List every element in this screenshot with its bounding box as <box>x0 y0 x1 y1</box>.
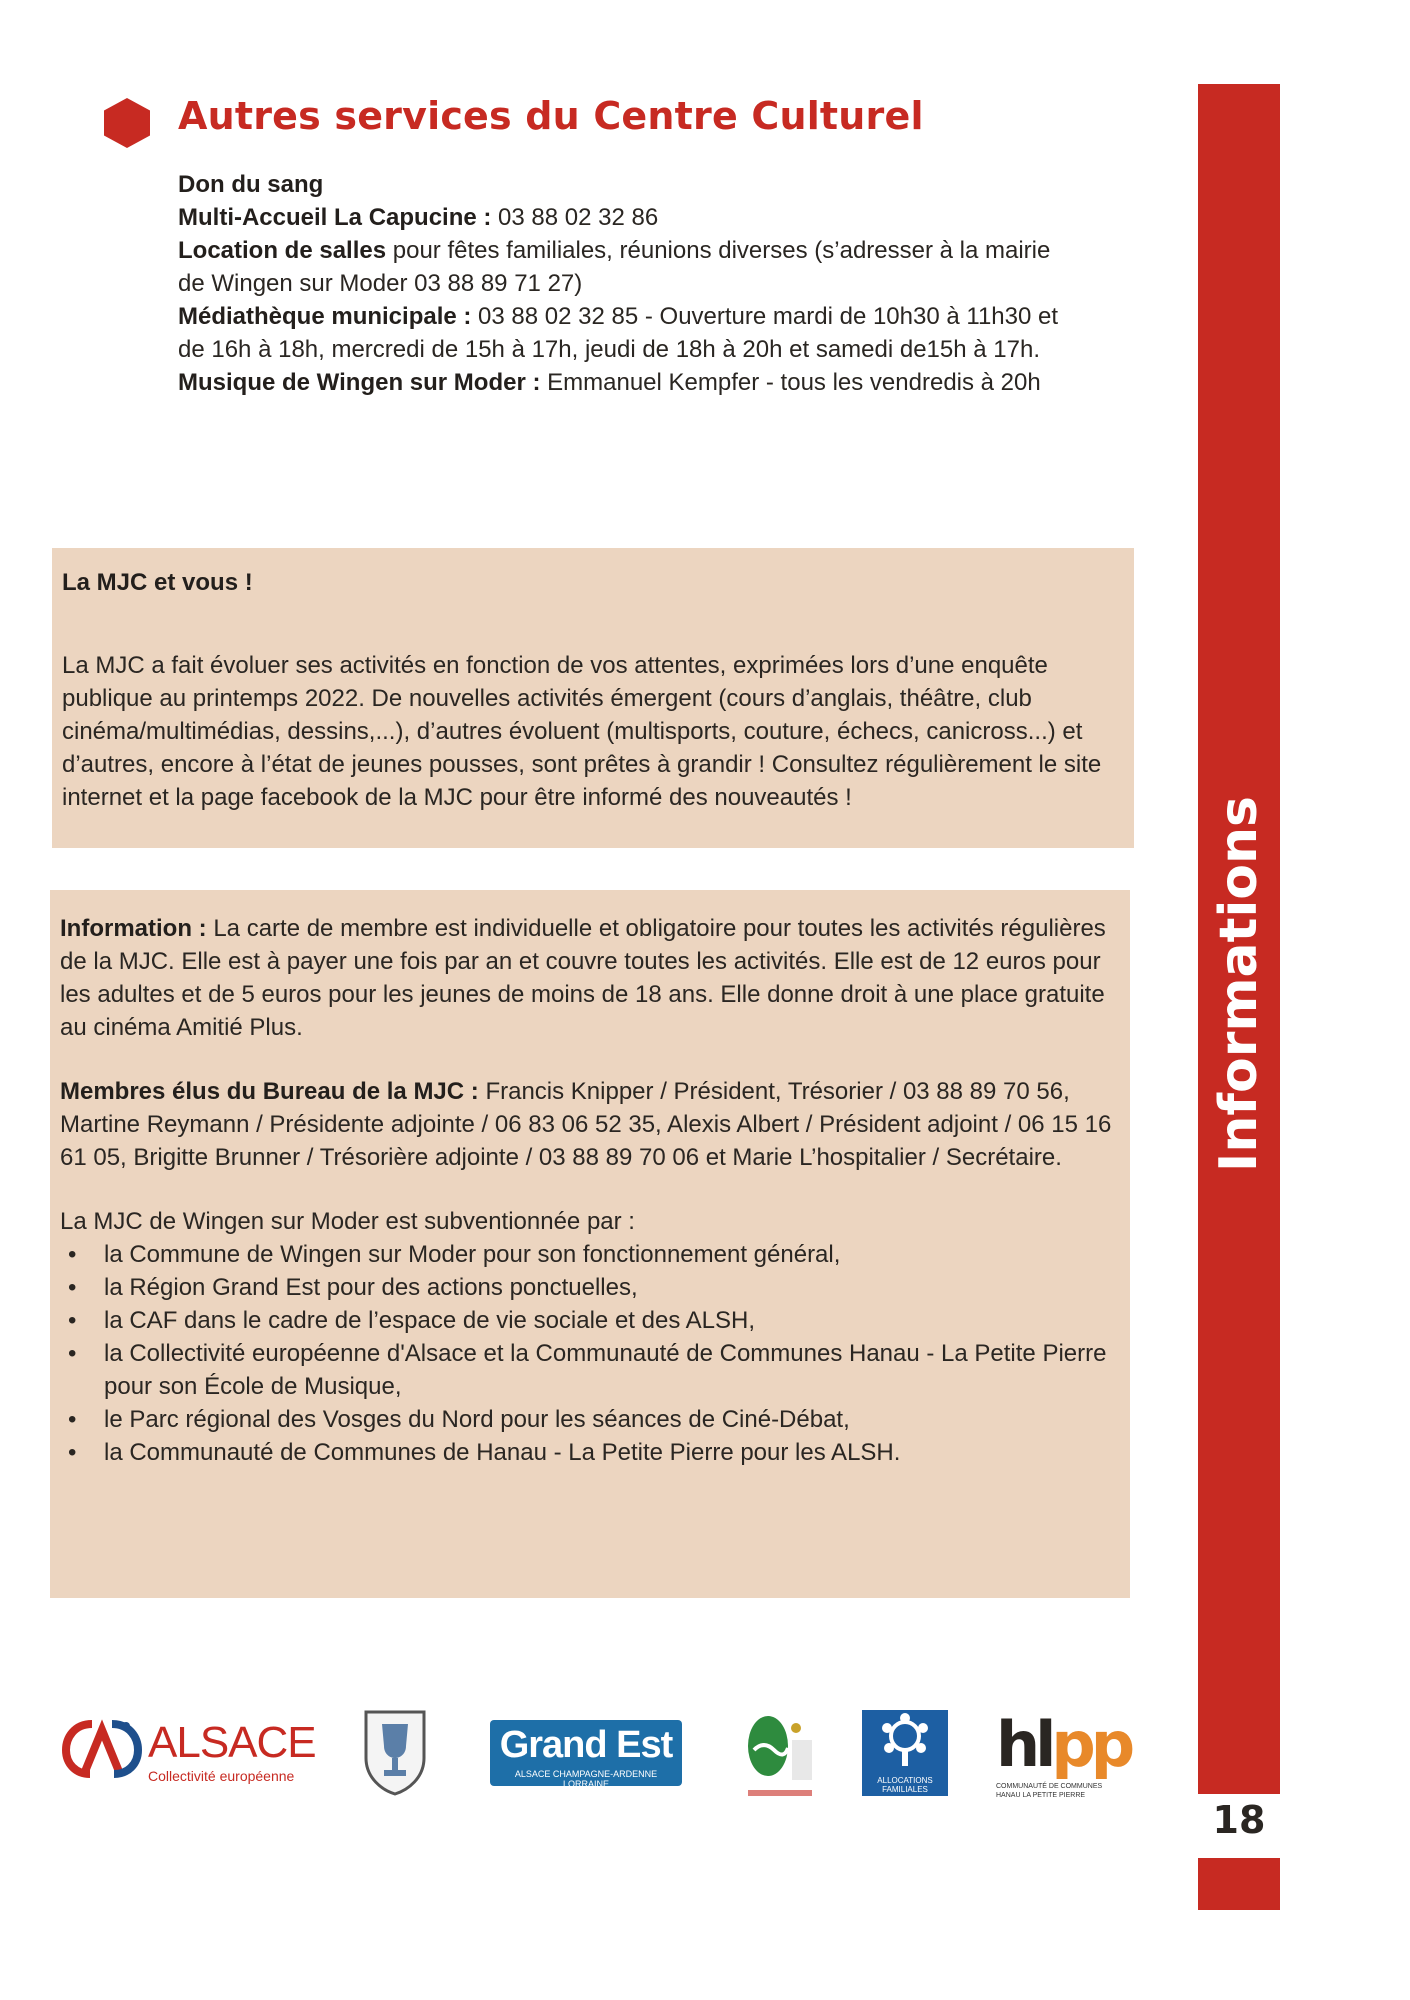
parc-vosges-du-nord-logo <box>744 1710 818 1804</box>
page-number-bar <box>1198 1858 1280 1910</box>
municipal-coat-of-arms <box>360 1706 430 1798</box>
grand-est-logo <box>490 1720 682 1789</box>
list-item: • la Commune de Wingen sur Moder pour son fonctionnement général, <box>90 1238 1120 1271</box>
list-item: • la Communauté de Communes de Hanau - La Petite Pierre pour les ALSH. <box>90 1436 1120 1469</box>
shield-icon <box>360 1706 430 1798</box>
alsace-logo-word: ALSACE <box>148 1718 316 1767</box>
list-item: • la Région Grand Est pour des actions ponctuelles, <box>90 1271 1120 1304</box>
service-item: Location de salles pour fêtes familiales, réunions diverses (s’adresser à la mairie de Wingen sur Moder 03 88 89 71 27) <box>178 237 1051 297</box>
caf-logo <box>862 1710 948 1796</box>
sidebar-label: Informations <box>1209 795 1270 1173</box>
service-item: Médiathèque municipale : 03 88 02 32 85 - Ouverture mardi de 10h30 à 11h30 et de 16h à 18h, mercredi de 15h à 17h, jeudi de 18h à 20h et samedi de15h à 17h. <box>178 303 1059 363</box>
membership-info-box <box>50 890 1130 1598</box>
mjc-heading: La MJC et vous ! <box>62 569 253 596</box>
caf-tree-icon <box>862 1710 948 1774</box>
list-item: • la Collectivité européenne d'Alsace et la Communauté de Communes Hanau - La Petite Pierre pour son École de Musique, <box>90 1337 1120 1403</box>
list-item: • la CAF dans le cadre de l’espace de vie sociale et des ALSH, <box>90 1304 1120 1337</box>
hexagon-bullet-icon <box>104 98 150 148</box>
caf-logo-subtitle: ALLOCATIONS FAMILIALES <box>877 1776 933 1794</box>
alsace-logo-subtitle: Collectivité européenne <box>148 1768 295 1784</box>
list-item: • le Parc régional des Vosges du Nord pour les séances de Ciné-Débat, <box>90 1403 1120 1436</box>
service-item: Musique de Wingen sur Moder : Emmanuel Kempfer - tous les vendredis à 20h <box>178 369 1041 396</box>
alsace-emblem-icon <box>62 1716 142 1782</box>
services-list <box>178 168 1078 399</box>
funders-list <box>60 1238 1120 1469</box>
grand-est-word: Grand Est <box>499 1724 673 1766</box>
mjc-body: La MJC a fait évoluer ses activités en fonction de vos attentes, exprimées lors d’une enquête publique au printemps 2022. De nouvelles activités émergent (cours d’anglais, théâtre, club cinéma/multimédias, dessins,...), d’autres évoluent (multisports, couture, échecs, canicross...) et d’autres, encore à l’état de jeunes pousses, sont prêtes à grandir ! Consultez régulièrement le site internet et la page facebook de la MJC pour être informé des nouveautés ! <box>62 652 1102 811</box>
funding-intro: La MJC de Wingen sur Moder est subventionnée par : <box>60 1208 635 1235</box>
alsace-logo <box>62 1716 316 1786</box>
hlpp-word: hlpp <box>996 1708 1131 1781</box>
grand-est-subtitle: ALSACE CHAMPAGNE-ARDENNE LORRAINE <box>514 1769 658 1789</box>
service-item: Don du sang <box>178 171 324 198</box>
board-members-paragraph: Membres élus du Bureau de la MJC : Francis Knipper / Président, Trésorier / 03 88 89 70 56, Martine Reymann / Présidente adjointe / 06 83 06 52 35, Alexis Albert / Président adjoint / 06 15 16 61 05, Brigitte Brunner / Trésorière adjointe / 03 88 89 70 06 et Marie L’hospitalier / Secrétaire. <box>60 1078 1112 1171</box>
service-item: Multi-Accueil La Capucine : 03 88 02 32 86 <box>178 204 659 231</box>
hlpp-subtitle: COMMUNAUTÉ DE COMMUNES HANAU LA PETITE PIERRE <box>996 1783 1103 1799</box>
page-number: 18 <box>1212 1798 1266 1842</box>
membership-paragraph: Information : La carte de membre est individuelle et obligatoire pour toutes les activités régulières de la MJC. Elle est à payer une fois par an et couvre toutes les activités. Elle est de 12 euros pour les adultes et de 5 euros pour les jeunes de moins de 18 ans. Elle donne droit à une place gratuite au cinéma Amitié Plus. <box>60 915 1106 1041</box>
mjc-info-box <box>52 548 1134 848</box>
regional-park-icon <box>744 1710 818 1804</box>
section-title: Autres services du Centre Culturel <box>178 94 924 138</box>
sidebar-tab <box>1198 84 1280 1809</box>
hlpp-logo <box>994 1708 1131 1804</box>
